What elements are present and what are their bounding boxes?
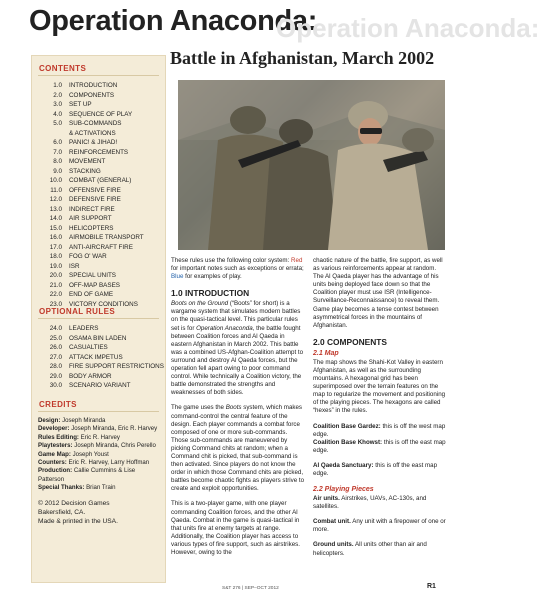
toc-label: END OF GAME (69, 291, 114, 298)
toc-label: ISR (69, 262, 80, 270)
toc-number: 21.0 (49, 281, 62, 289)
toc-item (32, 372, 165, 381)
toc-item (32, 324, 165, 333)
paragraph: The map shows the Shahi-Kot Valley in eastern Afghanistan, as well as the surrounding mountains. A hexagonal grid has been superimposed over the terrain features on the map to regularize the movement and positioning of the playing pieces. The hexagons are called “hexes” in the rules. (313, 358, 446, 415)
toc-item (32, 353, 165, 362)
page-title: Operation Anaconda: (29, 5, 318, 37)
toc-item (32, 233, 165, 242)
toc-item (32, 224, 165, 233)
credit-line: Counters: Eric R. Harvey, Larry Hoffman (38, 459, 150, 467)
toc-label: MOVEMENT (69, 158, 106, 165)
page-number: R1 (427, 583, 436, 590)
toc-label: OFF-MAP BASES (69, 281, 120, 289)
toc-item (32, 271, 165, 280)
toc-label: PANIC! & JIHAD! (69, 139, 118, 146)
toc-label: AIR SUPPORT (69, 215, 112, 222)
rules-column-1 (171, 257, 305, 564)
toc-label: STACKING (69, 167, 101, 175)
toc-label: SPECIAL UNITS (69, 272, 117, 279)
toc-label: BODY ARMOR (69, 372, 112, 380)
divider (38, 411, 159, 412)
toc-item (32, 81, 165, 90)
toc-item (32, 205, 165, 214)
toc-number: 10.0 (49, 177, 62, 184)
copyright (38, 499, 160, 526)
toc-item (32, 362, 165, 371)
toc-label: INDIRECT FIRE (69, 205, 115, 213)
toc-item (32, 243, 165, 252)
paragraph: chaotic nature of the battle, fire support, as well as various reinforcements appear at random. The Al Qaeda player has the advantage of his units being deployed face down so that the Coalition player must use ISR (Intelligence-Surveillance-Reconnaissance) to reveal them. Game play becomes a tense contest between asymmetrical forces in the mountains of Afghanistan. (313, 257, 443, 329)
section-heading: 1.0 INTRODUCTION (171, 288, 250, 299)
toc-item (32, 148, 165, 157)
toc-label: SCENARIO VARIANT (69, 382, 131, 389)
credits-block (38, 417, 160, 526)
copyright-line: Made & printed in the USA. (38, 517, 118, 525)
toc-number: 17.0 (49, 243, 62, 251)
definition: Combat unit. Any unit with a firepower of one or more. (313, 518, 446, 534)
credit-line: Developer: Joseph Miranda, Eric R. Harvey (38, 425, 158, 433)
section-heading: 2.0 COMPONENTS (313, 336, 387, 347)
credit-line: Game Map: Joseph Youst (38, 450, 109, 458)
divider (38, 318, 159, 319)
toc-number: 28.0 (49, 363, 62, 370)
toc-number: 3.0 (53, 101, 62, 108)
toc-number: 19.0 (49, 262, 62, 270)
toc-number: 22.0 (49, 291, 62, 298)
paragraph: This is a two-player game, with one player commanding Coalition forces, and the other Al Qaeda. Combat in the game is quasi-tactical in that units fire at enemy targets at range. Additionally, the Coalition player has access to various types of fire support, such as airstrikes. However, owing to the (171, 500, 300, 556)
toc-item (32, 343, 165, 352)
toc-label: DEFENSIVE FIRE (69, 196, 121, 203)
copyright-line: © 2012 Decision Games (38, 499, 110, 507)
toc-label: COMBAT (GENERAL) (69, 177, 132, 184)
toc-number: 18.0 (49, 253, 62, 260)
toc-number: 16.0 (49, 234, 62, 241)
toc-item (32, 334, 165, 343)
copyright-line: Bakersfield, CA. (38, 508, 86, 516)
toc-number: 1.0 (53, 82, 62, 89)
paragraph: The game uses the Boots system, which makes command-control the central feature of the design. Each player commands a combat force composed of one or more sub-commands. Those sub-commands are maneuvered by picking Command chits at random; when a Command chit is picked, that sub-command is then activated. Since players do not know the order in which those Command chits are picked, battles become chaotic fights as players strive to create and exploit opportunities. (171, 404, 305, 493)
toc-number: 5.0 (53, 120, 62, 127)
toc-item (32, 138, 165, 147)
toc-label: COMPONENTS (69, 91, 115, 99)
definition: Air units. Airstrikes, UAVs, AC-130s, and satellites. (313, 495, 427, 511)
soldiers-photo (178, 80, 445, 250)
toc-label: ANTI-AIRCRAFT FIRE (69, 243, 133, 251)
toc-item (32, 290, 165, 299)
toc-label: CASUALTIES (69, 344, 108, 351)
toc-label: & ACTIVATIONS (69, 129, 116, 137)
toc-label: SEQUENCE OF PLAY (69, 110, 133, 118)
toc-item (32, 129, 165, 138)
definition: Ground units. All units other than air and helicopters. (313, 541, 427, 557)
toc-label: INTRODUCTION (69, 82, 118, 89)
credit-line: Production: Callie Cummins & Lise Patterson (38, 467, 136, 483)
toc-item (32, 176, 165, 185)
base-entry: Al Qaeda Sanctuary: this is off the east map edge. (313, 461, 438, 477)
toc-number: 14.0 (49, 215, 62, 222)
toc-number: 30.0 (49, 382, 62, 389)
toc-number: 11.0 (50, 186, 62, 194)
toc-item (32, 214, 165, 223)
toc-number: 12.0 (49, 196, 62, 203)
toc-label: SUB-COMMANDS (69, 120, 122, 127)
toc-number: 9.0 (53, 167, 62, 175)
toc-item (32, 381, 165, 390)
credit-line: Rules Editing: Eric R. Harvey (38, 433, 120, 441)
toc-item (32, 262, 165, 271)
divider (38, 75, 159, 76)
subsection-heading: 2.2 Playing Pieces (313, 486, 374, 494)
toc-label: ATTACK IMPETUS (69, 353, 123, 361)
toc-item (32, 91, 165, 100)
toc-item (32, 186, 165, 195)
toc-number: 24.0 (49, 325, 62, 332)
credit-line: Playtesters: Joseph Miranda, Chris Perello (38, 442, 156, 450)
subsection-heading: 2.1 Map (313, 349, 339, 357)
credit-line: Design: Joseph Miranda (38, 417, 106, 424)
rules-column-2 (313, 257, 447, 565)
toc-number: 2.0 (53, 91, 62, 99)
toc-label: AIRMOBILE TRANSPORT (69, 234, 144, 241)
toc-label: VICTORY CONDITIONS (69, 300, 138, 308)
toc-label: REINFORCEMENTS (69, 148, 129, 156)
photo-illustration (178, 80, 445, 250)
optional-heading: OPTIONAL RULES (39, 307, 116, 316)
toc-number: 27.0 (49, 353, 62, 361)
credit-line: Special Thanks: Brian Train (38, 484, 116, 492)
toc-number: 4.0 (53, 110, 62, 118)
toc-item (32, 252, 165, 261)
sidebar (31, 55, 166, 583)
paragraph: Boots on the Ground (“Boots” for short) is a wargame system that simulates modern battles on the quasi-tactical level. This particular rules set is for Operation Anaconda, the battle fought between Coalition forces and Al Qaeda in eastern Afghanistan in March 2002. This battle was a combined US-Afghan-Coalition attempt to surround and destroy Al Qaeda forces, but the operation fell apart owing to poor command control. While technically a Coalition victory, the battle demonstrated the strengths and weaknesses of both sides. (171, 300, 304, 397)
toc-number: 7.0 (53, 148, 62, 156)
toc-label: LEADERS (69, 325, 99, 332)
toc-label: HELICOPTERS (69, 224, 114, 232)
toc-number: 6.0 (53, 139, 62, 146)
toc-item (32, 195, 165, 204)
base-entry: Coalition Base Gardez: this is off the west map edge. Coalition Base Khowst: this is off the east map edge. (313, 422, 446, 454)
toc-label: SET UP (69, 101, 92, 108)
toc-number: 13.0 (49, 205, 62, 213)
toc-number: 20.0 (49, 272, 62, 279)
toc-item (32, 157, 165, 166)
credits-heading: CREDITS (39, 400, 77, 409)
toc-label: FIRE SUPPORT RESTRICTIONS (69, 363, 164, 370)
toc-number: 29.0 (49, 372, 62, 380)
toc-label: OFFENSIVE FIRE (69, 186, 121, 194)
contents-heading: CONTENTS (39, 64, 87, 73)
toc-label: OSAMA BIN LADEN (69, 334, 127, 342)
issue-footer: S&T 276 | SEP–OCT 2012 (222, 586, 279, 591)
toc-item (32, 119, 165, 128)
toc-number: 26.0 (49, 344, 62, 351)
toc-item (32, 100, 165, 109)
color-system-note: These rules use the following color system: Red for important notes such as exceptions or errata; Blue for examples of play. (171, 257, 304, 281)
toc-item (32, 110, 165, 119)
ghost-title: Operation Anaconda: (276, 13, 539, 43)
toc-number: 15.0 (49, 224, 62, 232)
toc-item (32, 167, 165, 176)
toc-label: FOG O' WAR (69, 253, 107, 260)
toc-item (32, 281, 165, 290)
toc-number: 8.0 (53, 158, 62, 165)
toc-number: 23.0 (49, 300, 62, 308)
toc-number: 25.0 (49, 334, 62, 342)
subtitle: Battle in Afghanistan, March 2002 (170, 48, 435, 68)
